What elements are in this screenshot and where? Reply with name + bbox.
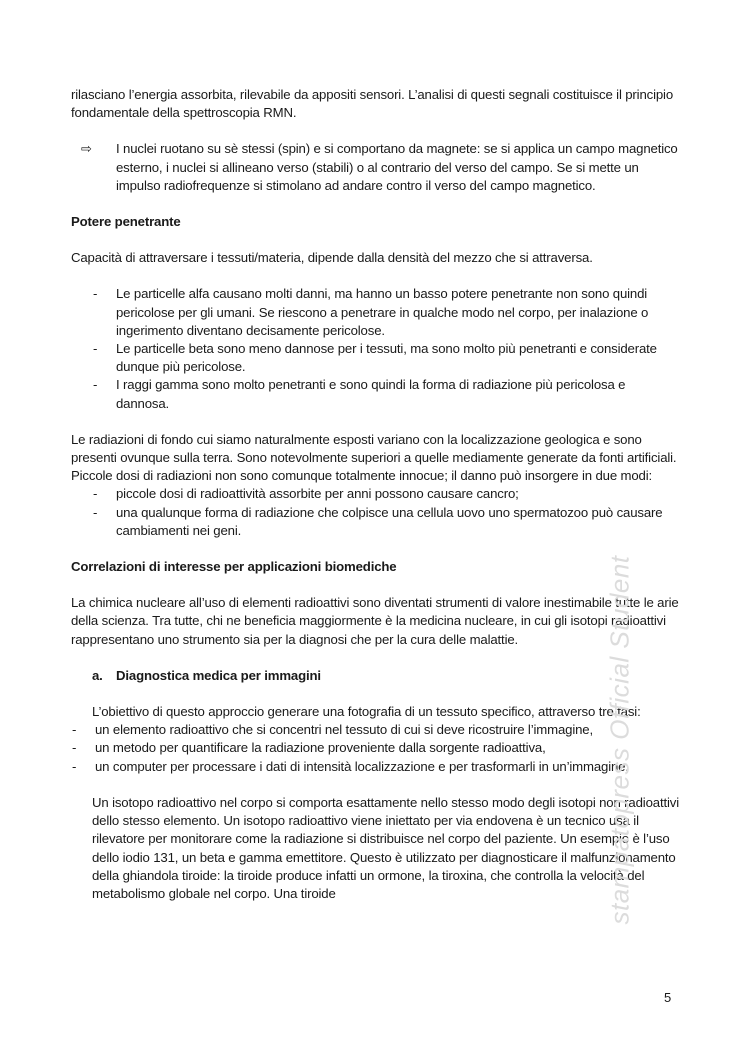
dash-bullet: - <box>93 504 98 520</box>
section-heading-correlazioni: Correlazioni di interesse per applicazioni biomediche <box>71 559 397 575</box>
list-item-text: Le particelle beta sono meno dannose per i tessuti, ma sono molto più penetranti e considerate dunque più pericolose. <box>116 341 657 375</box>
penetration-list <box>71 285 681 412</box>
list-item <box>71 485 681 503</box>
list-item <box>71 340 681 376</box>
dash-bullet: - <box>72 740 77 756</box>
section-heading-potere-penetrante: Potere penetrante <box>71 214 181 230</box>
list-item-text: I raggi gamma sono molto penetranti e sono quindi la forma di radiazione più pericolosa e dannosa. <box>116 377 626 411</box>
list-item-text: una qualunque forma di radiazione che colpisce una cellula uovo uno spermatozoo può causare cambiamenti nei geni. <box>116 504 663 538</box>
dash-bullet: - <box>93 377 98 393</box>
arrow-item-text: I nuclei ruotano su sè stessi (spin) e si comportano da magnete: se si applica un campo magnetico esterno, i nuclei si allineano verso (stabili) o al contrario del verso del campo. Se si mette un impulso radiofrequenze si stimolano ad andare contro il verso del campo magnetico. <box>116 141 678 193</box>
arrow-right-icon: ⇨ <box>81 141 92 157</box>
arrow-list-item <box>71 140 681 195</box>
list-item-text: un computer per processare i dati di intensità localizzazione e per trasformarli in un’immagine. <box>95 758 629 774</box>
dash-bullet: - <box>93 286 98 302</box>
list-item <box>71 285 681 340</box>
list-item <box>71 758 681 776</box>
subsection-diagnostica <box>71 667 681 903</box>
subsection-title: Diagnostica medica per immagini <box>116 667 321 683</box>
list-item-text: Le particelle alfa causano molti danni, ma hanno un basso potere penetrante non sono quindi pericolose per gli umani. Se riescono a penetrare in qualche modo nel corpo, per inalazione o ingerimento diventano decisamente pericolose. <box>116 286 649 338</box>
page-number: 5 <box>664 990 672 1005</box>
background-radiation-paragraph: Le radiazioni di fondo cui siamo naturalmente esposti variano con la localizzazione geologica e sono presenti ovunque sulla terra. Sono notevolmente superiori a quelle mediamente generate da fonti artificiali. Piccole dosi di radiazioni non sono comunque totalmente innocue; il danno può insorgere in due modi: <box>71 431 677 484</box>
intro-paragraph: rilasciano l’energia assorbita, rilevabile da appositi sensori. L’analisi di questi segnali costituisce il principio fondamentale della spettroscopia RMN. <box>71 87 674 121</box>
isotope-paragraph: Un isotopo radioattivo nel corpo si comporta esattamente nello stesso modo degli isotopi non radioattivi dello stesso elemento. Un isotopo radioattivo viene iniettato per via endovena è un tecnico usa il rilevatore per monitorare come la radiazione si distribuisce nel corpo del paziente. Un esempio è l’uso dello iodio 131, un beta e gamma emettitore. Questo è utilizzato per diagnosticare il malfunzionamento della ghiandola tiroide: la tiroide produce infatti un ormone, la tiroxina, che controlla la velocità del metabolismo globale nel corpo. Una tiroide <box>92 794 679 901</box>
dash-bullet: - <box>72 722 77 738</box>
dash-bullet: - <box>93 486 98 502</box>
list-item-text: un metodo per quantificare la radiazione proveniente dalla sorgente radioattiva, <box>95 740 546 756</box>
page-content <box>71 86 681 903</box>
subsection-heading <box>92 667 681 685</box>
dash-bullet: - <box>72 758 77 774</box>
list-item <box>71 739 681 757</box>
watermark-text: stampatopress Official Student <box>604 555 635 925</box>
biomedical-paragraph: La chimica nucleare all’uso di elementi radioattivi sono diventati strumenti di valore inestimabile tutte le arie della scienza. Tra tutte, chi ne beneficia maggiormente è la medicina nucleare, in cui gli isotopi radioattivi rappresentano uno strumento sia per la diagnosi che per la cura delle malattie. <box>71 595 679 647</box>
list-item <box>71 504 681 540</box>
subsection-paragraph: L’obiettivo di questo approccio generare una fotografia di un tessuto specifico, attraverso tre fasi: <box>92 704 641 720</box>
damage-list <box>71 485 681 540</box>
subsection-letter: a. <box>92 667 103 683</box>
list-item-text: piccole dosi di radioattività assorbite per anni possono causare cancro; <box>116 486 519 502</box>
list-item-text: un elemento radioattivo che si concentri nel tessuto di cui si deve ricostruire l’immagine, <box>95 722 593 738</box>
watermark <box>600 530 640 950</box>
list-item <box>71 376 681 412</box>
list-item <box>71 721 681 739</box>
phases-list <box>72 721 681 776</box>
penetrating-paragraph: Capacità di attraversare i tessuti/materia, dipende dalla densità del mezzo che si attraversa. <box>71 250 593 266</box>
dash-bullet: - <box>93 341 98 357</box>
